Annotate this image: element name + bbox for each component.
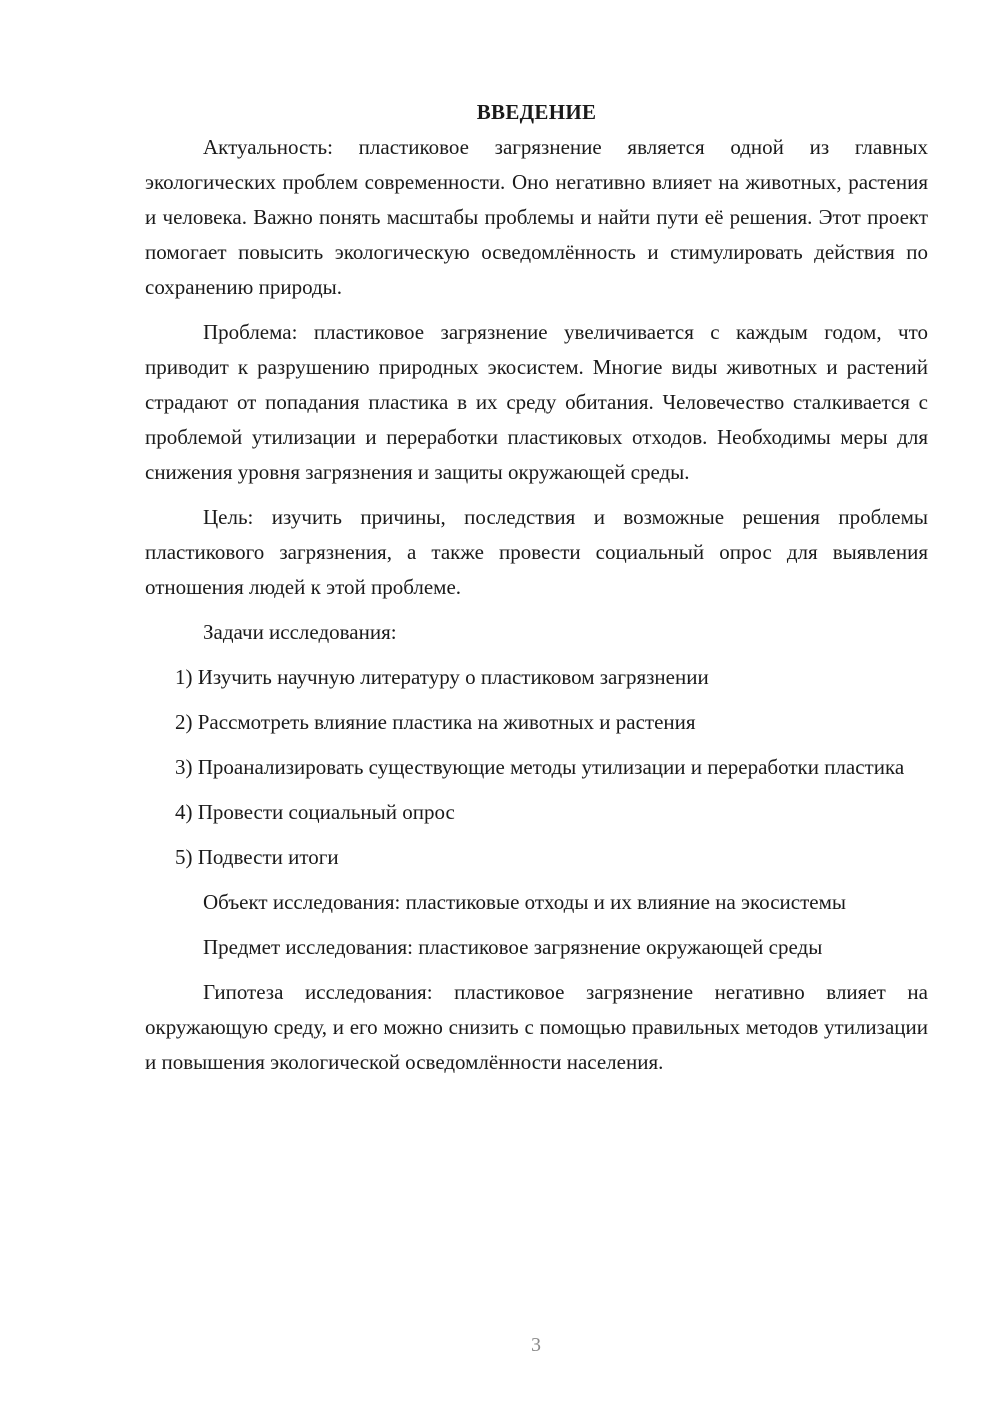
page-title: ВВЕДЕНИЕ [476, 100, 597, 124]
tasks-list [145, 660, 928, 875]
page-content [145, 94, 928, 1090]
task-item: 5) Подвести итоги [175, 845, 339, 869]
paragraph-goal: Цель: изучить причины, последствия и возможные решения проблемы пластикового загрязнения, а также провести социальный опрос для выявления отношения людей к этой проблеме. [145, 505, 928, 599]
paragraph-object: Объект исследования: пластиковые отходы и их влияние на экосистемы [203, 890, 846, 914]
task-item: 3) Проанализировать существующие методы утилизации и переработки пластика [175, 755, 905, 779]
tasks-heading: Задачи исследования: [203, 620, 397, 644]
task-item: 4) Провести социальный опрос [175, 800, 455, 824]
paragraph-relevance: Актуальность: пластиковое загрязнение является одной из главных экологических проблем современности. Оно негативно влияет на животных, растения и человека. Важно понять масштабы проблемы и найти пути её решения. Этот проект помогает повысить экологическую осведомлённость и стимулировать действия по сохранению природы. [145, 135, 928, 299]
paragraph-problem: Проблема: пластиковое загрязнение увеличивается с каждым годом, что приводит к разрушению природных экосистем. Многие виды животных и растений страдают от попадания пластика в их среду обитания. Человечество сталкивается с проблемой утилизации и переработки пластиковых отходов. Необходимы меры для снижения уровня загрязнения и защиты окружающей среды. [145, 320, 928, 484]
paragraph-subject: Предмет исследования: пластиковое загрязнение окружающей среды [203, 935, 823, 959]
task-item: 1) Изучить научную литературу о пластиковом загрязнении [175, 665, 709, 689]
task-item: 2) Рассмотреть влияние пластика на животных и растения [175, 710, 696, 734]
page-number: 3 [531, 1334, 541, 1356]
paragraph-hypothesis: Гипотеза исследования: пластиковое загрязнение негативно влияет на окружающую среду, и его можно снизить с помощью правильных методов утилизации и повышения экологической осведомлённости населения. [145, 980, 928, 1074]
